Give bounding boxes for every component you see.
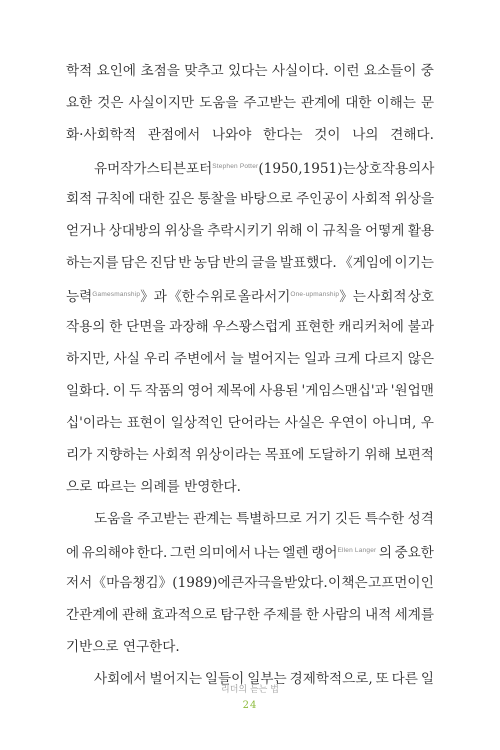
word: 회적 <box>66 191 93 207</box>
word: 영어 <box>187 383 214 399</box>
body-line <box>66 599 434 631</box>
word: 사실 <box>113 351 140 367</box>
word: 이 <box>327 575 342 591</box>
word: 일부는 <box>247 671 287 687</box>
word: 탐구한 <box>220 607 260 623</box>
word: 중요한 <box>394 545 434 561</box>
body-line <box>66 215 434 247</box>
word: 규칙에 <box>95 191 135 207</box>
word: 활용 <box>407 223 434 239</box>
word: 위로 <box>210 289 237 305</box>
word: 다른 <box>391 671 418 687</box>
word: (1950,1951)는 <box>258 161 356 177</box>
word: 글을 <box>251 255 278 271</box>
word: 책은 <box>341 575 368 591</box>
word: 위상을 <box>394 191 434 207</box>
word: 표현이 <box>126 415 167 431</box>
word: 사실이지만 <box>128 95 195 111</box>
word: 깃든 <box>334 511 362 527</box>
word: 》과 <box>140 289 167 305</box>
word: 의 <box>378 545 393 561</box>
word: 》는 <box>339 289 366 305</box>
word: 바탕으로 <box>240 191 293 207</box>
word: 관계에 <box>300 95 341 111</box>
body-line <box>66 503 434 535</box>
word: 농담 <box>193 255 221 271</box>
word: 관계는 <box>193 511 233 527</box>
word: 대한 <box>138 191 165 207</box>
word: 《한 <box>168 289 195 305</box>
word: 위상을 <box>164 223 204 239</box>
word: 스티븐 <box>146 161 186 177</box>
word: 거기 <box>305 511 332 527</box>
word: 벌어지는 <box>149 671 202 687</box>
word: 그런 <box>169 545 197 561</box>
word: 진담 <box>149 255 176 271</box>
word: 깊은 <box>167 191 195 207</box>
word: 작용의 <box>66 319 106 335</box>
word: 상호작용의 <box>355 161 422 177</box>
word: 반의 <box>222 255 249 271</box>
running-title: 리더의 듣는 법 <box>221 685 279 695</box>
word: 인 <box>420 575 434 591</box>
body-line <box>66 535 434 567</box>
word: 표현한 <box>295 319 335 335</box>
word: 사람의 <box>322 607 362 623</box>
word: 아니며, <box>372 415 417 431</box>
word: 견해다. <box>390 127 434 143</box>
word: 간관계에 <box>66 607 119 623</box>
word: 사회적 <box>367 289 407 305</box>
word: 주제를 <box>263 607 303 623</box>
word: '원업맨 <box>390 383 434 399</box>
word: 성격 <box>407 511 434 527</box>
word: 랭어 <box>311 545 338 561</box>
word: 학적 <box>66 63 93 79</box>
body-line <box>66 55 434 87</box>
word: 리가 <box>66 447 93 463</box>
word: 우 <box>420 415 434 431</box>
word: 작가 <box>120 161 147 177</box>
word: 사회적 <box>351 191 392 207</box>
word: 나는 <box>253 545 280 561</box>
word: 도달하기 <box>308 447 361 463</box>
word: '게임스맨십'과 <box>301 383 388 399</box>
word: 주고받는 <box>136 511 190 527</box>
word: 일과 <box>303 351 331 367</box>
word: 받았다. <box>283 575 328 591</box>
body-line <box>66 567 434 599</box>
word: 이기는 <box>394 255 434 271</box>
word: 고프먼이 <box>367 575 421 591</box>
word: 것은 <box>97 95 124 111</box>
word: 일 <box>420 671 434 687</box>
word: 제목에 <box>216 383 257 399</box>
word: 우연이 <box>328 415 369 431</box>
word: 위해 <box>276 223 303 239</box>
word: 사회적 <box>152 447 192 463</box>
word: 특별하므로 <box>235 511 302 527</box>
word: 있다는 <box>228 63 268 79</box>
word: 한다는 <box>263 127 303 143</box>
word: 발표했다. <box>279 255 337 271</box>
word: 화·사회학적 <box>66 127 136 143</box>
word: 연구한다. <box>122 639 180 655</box>
word: 보편적 <box>394 447 434 463</box>
word: 과장해 <box>169 319 209 335</box>
word: 주변에서 <box>174 351 227 367</box>
word: 하지만, <box>66 351 110 367</box>
word: 하는지를 <box>66 255 119 271</box>
word: 의례를 <box>140 479 180 495</box>
english-name-note: Stephen Potter <box>212 163 259 170</box>
word: 기반으로 <box>66 639 119 655</box>
word: 단어라는 <box>227 415 281 431</box>
word: 요한 <box>66 95 93 111</box>
word: 위해 <box>364 447 391 463</box>
body-line <box>66 119 434 151</box>
word: 사실이다. <box>271 63 329 79</box>
word: 저서 <box>66 575 93 591</box>
book-body-text <box>66 55 434 695</box>
english-title-note: Gamesmanship <box>92 291 141 298</box>
word: 관점에서 <box>147 127 201 143</box>
body-line <box>66 87 434 119</box>
word: 일들이 <box>204 671 245 687</box>
word: 불과 <box>407 319 434 335</box>
word: 주인공이 <box>296 191 349 207</box>
english-name-note: Ellen Langer <box>337 547 377 554</box>
word: 또 <box>375 671 389 687</box>
word: 사실은 <box>284 415 325 431</box>
word: 능력 <box>66 289 93 305</box>
word: 특수한 <box>364 511 405 527</box>
word: 《게임에 <box>339 255 393 271</box>
word: 요인에 <box>96 63 137 79</box>
word: 사용된 <box>259 383 299 399</box>
word: 일상적인 <box>170 415 224 431</box>
word: 작품의 <box>145 383 185 399</box>
word: 통찰을 <box>197 191 237 207</box>
body-line <box>66 407 434 439</box>
word: 두 <box>128 383 142 399</box>
word: 요소들이 <box>363 63 417 79</box>
body-line <box>66 311 434 343</box>
word: 맞추고 <box>184 63 224 79</box>
word: 으로 <box>66 479 93 495</box>
word: 일화다. <box>66 383 110 399</box>
word: 엘렌 <box>282 545 309 561</box>
word: 유머 <box>94 161 121 177</box>
word: 추락시키기 <box>207 223 273 239</box>
word: 한다. <box>136 545 168 561</box>
word-with-note <box>66 279 167 313</box>
word-with-note <box>311 535 376 569</box>
word: 반영한다. <box>184 479 241 495</box>
word: 나의 <box>352 127 379 143</box>
body-line <box>66 631 434 663</box>
word: 자극을 <box>244 575 284 591</box>
word: 큰 <box>230 575 245 591</box>
word: 늘 <box>230 351 244 367</box>
body-line <box>66 151 434 183</box>
word: 《마음챙김》(1989)에 <box>92 575 231 591</box>
word: 에 <box>66 545 80 561</box>
word: 벌어지는 <box>247 351 301 367</box>
word: 목표에 <box>265 447 305 463</box>
word: 의미에서 <box>198 545 252 561</box>
word: 포터 <box>185 161 213 177</box>
english-title-note: One-upmanship <box>290 291 340 298</box>
word: 초점을 <box>140 63 180 79</box>
word: 지향하는 <box>96 447 149 463</box>
word: 효과적으로 <box>151 607 218 623</box>
word: 이해는 <box>376 95 416 111</box>
word: 반 <box>178 255 192 271</box>
word: 나와야 <box>211 127 252 143</box>
body-line <box>66 279 434 311</box>
word-with-note <box>186 151 258 185</box>
word: 다르지 <box>364 351 404 367</box>
word: 중 <box>420 63 434 79</box>
word: 않은 <box>407 351 434 367</box>
word: 대한 <box>345 95 372 111</box>
word: 단면을 <box>126 319 166 335</box>
word: 이 <box>112 383 126 399</box>
word: 캐리커처에 <box>338 319 404 335</box>
word: 주고받는 <box>243 95 296 111</box>
body-line <box>66 343 434 375</box>
word: 위상이라는 <box>195 447 262 463</box>
word: 올라서기 <box>237 289 291 305</box>
word: 관해 <box>121 607 149 623</box>
word: 내적 <box>365 607 392 623</box>
page-number: 24 <box>242 700 258 711</box>
word: 십'이라는 <box>66 415 123 431</box>
body-line <box>66 471 434 503</box>
word: 도움을 <box>94 511 134 527</box>
body-line <box>66 183 434 215</box>
word: 한 <box>109 319 123 335</box>
body-line <box>66 439 434 471</box>
word: 크게 <box>334 351 361 367</box>
word: 상대방의 <box>108 223 162 239</box>
word: 얻거나 <box>66 223 106 239</box>
word: 이 <box>305 223 319 239</box>
word: 경제학적으로, <box>289 671 373 687</box>
word: 수 <box>196 289 210 305</box>
word: 사 <box>421 161 435 177</box>
word: 유의해야 <box>81 545 135 561</box>
word: 상호 <box>407 289 434 305</box>
word: 사회에서 <box>94 671 147 687</box>
word: 담은 <box>120 255 148 271</box>
word: 규칙을 <box>322 223 362 239</box>
word: 이런 <box>333 63 360 79</box>
word: 것이 <box>314 127 341 143</box>
word: 세계를 <box>394 607 434 623</box>
word-with-note <box>238 279 366 313</box>
word: 어떻게 <box>365 223 405 239</box>
word: 도움을 <box>199 95 239 111</box>
word: 따르는 <box>96 479 136 495</box>
word: 우스꽝스럽게 <box>212 319 292 335</box>
body-line <box>66 375 434 407</box>
word: 문 <box>420 95 434 111</box>
body-line <box>66 247 434 279</box>
word: 우리 <box>143 351 171 367</box>
word: 한 <box>305 607 319 623</box>
